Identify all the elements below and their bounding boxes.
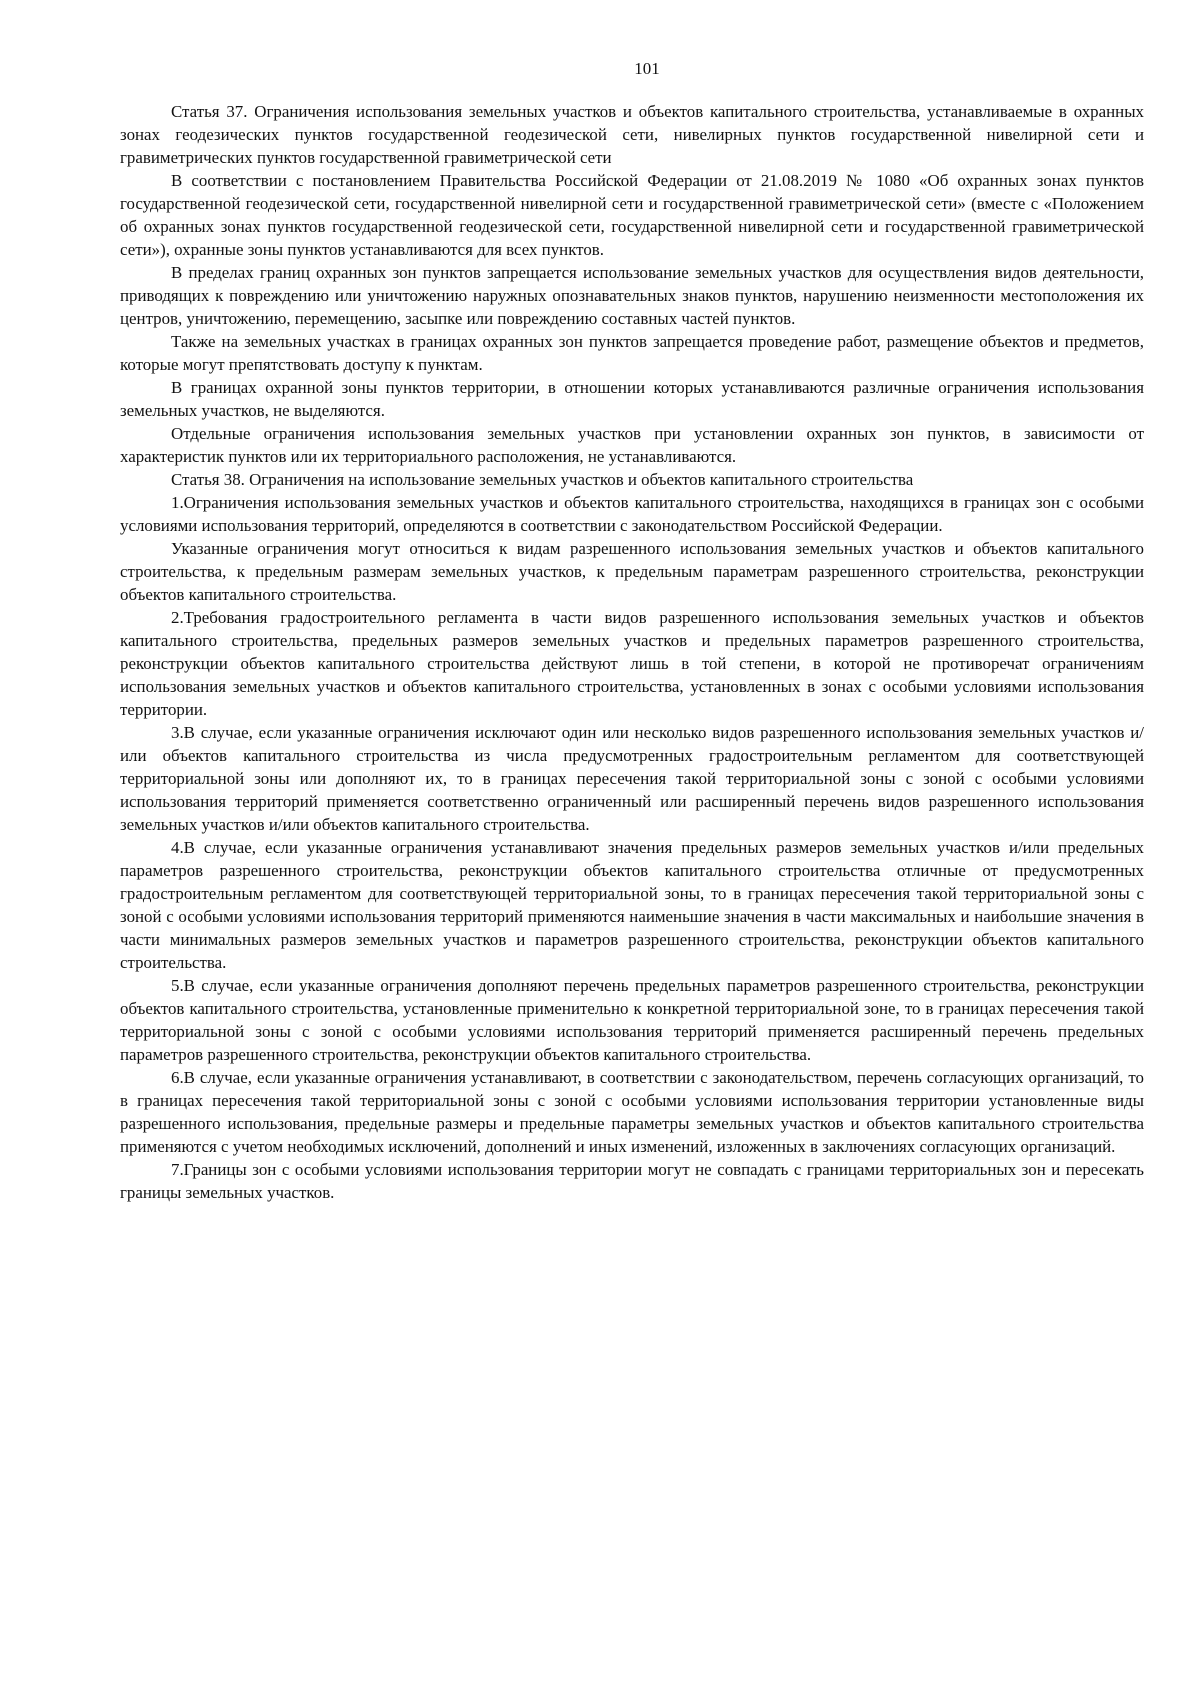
paragraph: 5.В случае, если указанные ограничения дополняют перечень предельных параметров разрешенного строительства, реконструкции объектов капитального строительства, установленные применительно к конкретной территориальной зоне, то в границах пересечения такой территориальной зоны с зоной с особыми условиями использования территорий применяется расширенный перечень предельных параметров разрешенного строительства, реконструкции объектов капитального строительства.: [120, 976, 1144, 1064]
article-37-heading: Статья 37. Ограничения использования земельных участков и объектов капитального строительства, устанавливаемые в охранных зонах геодезических пунктов государственной геодезической сети, нивелирных пунктов государственной нивелирной сети и гравиметрических пунктов государственной гравиметрической сети: [120, 102, 1144, 167]
paragraph: В границах охранной зоны пунктов территории, в отношении которых устанавливаются различные ограничения использования земельных участков, не выделяются.: [120, 378, 1144, 420]
paragraph: 7.Границы зон с особыми условиями использования территории могут не совпадать с границами территориальных зон и пересекать границы земельных участков.: [120, 1160, 1144, 1202]
paragraph: В соответствии с постановлением Правительства Российской Федерации от 21.08.2019 № 1080 «Об охранных зонах пунктов государственной геодезической сети, государственной нивелирной сети и государственной гравиметрической сети» (вместе с «Положением об охранных зонах пунктов государственной геодезической сети, государственной нивелирной сети и государственной гравиметрической сети»), охранные зоны пунктов устанавливаются для всех пунктов.: [120, 171, 1144, 259]
paragraph: Также на земельных участках в границах охранных зон пунктов запрещается проведение работ, размещение объектов и предметов, которые могут препятствовать доступу к пунктам.: [120, 332, 1144, 374]
paragraph: В пределах границ охранных зон пунктов запрещается использование земельных участков для осуществления видов деятельности, приводящих к повреждению или уничтожению наружных опознавательных знаков пунктов, нарушению неизменности местоположения их центров, уничтожению, перемещению, засыпке или повреждению составных частей пунктов.: [120, 263, 1144, 328]
paragraph: 1.Ограничения использования земельных участков и объектов капитального строительства, находящихся в границах зон с особыми условиями использования территорий, определяются в соответствии с законодательством Российской Федерации.: [120, 493, 1144, 535]
paragraph: 4.В случае, если указанные ограничения устанавливают значения предельных размеров земельных участков и/или предельных параметров разрешенного строительства, реконструкции объектов капитального строительства отличные от предусмотренных градостроительным регламентом для соответствующей территориальной зоны, то в границах пересечения такой территориальной зоны с зоной с особыми условиями использования территорий применяются наименьшие значения в части максимальных и наибольшие значения в части минимальных размеров земельных участков и параметров разрешенного строительства, реконструкции объектов капитального строительства.: [120, 838, 1144, 972]
paragraph: 2.Требования градостроительного регламента в части видов разрешенного использования земельных участков и объектов капитального строительства, предельных размеров земельных участков и предельных параметров разрешенного строительства, реконструкции объектов капитального строительства действуют лишь в той степени, в которой не противоречат ограничениям использования земельных участков и объектов капитального строительства, установленных в зонах с особыми условиями использования территории.: [120, 608, 1144, 719]
article-38-heading: Статья 38. Ограничения на использование земельных участков и объектов капитального строительства: [171, 470, 914, 489]
document-body: [120, 100, 1144, 1204]
paragraph: Указанные ограничения могут относиться к видам разрешенного использования земельных участков и объектов капитального строительства, к предельным размерам земельных участков, к предельным параметрам разрешенного строительства, реконструкции объектов капитального строительства.: [120, 539, 1144, 604]
page-number: 101: [634, 59, 660, 78]
paragraph: 6.В случае, если указанные ограничения устанавливают, в соответствии с законодательством, перечень согласующих организаций, то в границах пересечения такой территориальной зоны с зоной с особыми условиями использования территории установленные виды разрешенного использования, предельные размеры и предельные параметры земельных участков и объектов капитального строительства применяются с учетом необходимых исключений, дополнений и иных изменений, изложенных в заключениях согласующих организаций.: [120, 1068, 1144, 1156]
paragraph: 3.В случае, если указанные ограничения исключают один или несколько видов разрешенного использования земельных участков и/или объектов капитального строительства из числа предусмотренных градостроительным регламентом для соответствующей территориальной зоны или дополняют их, то в границах пересечения такой территориальной зоны с зоной с особыми условиями использования территорий применяется соответственно ограниченный или расширенный перечень видов разрешенного использования земельных участков и/или объектов капитального строительства.: [120, 723, 1144, 834]
paragraph: Отдельные ограничения использования земельных участков при установлении охранных зон пунктов, в зависимости от характеристик пунктов или их территориального расположения, не устанавливаются.: [120, 424, 1144, 466]
